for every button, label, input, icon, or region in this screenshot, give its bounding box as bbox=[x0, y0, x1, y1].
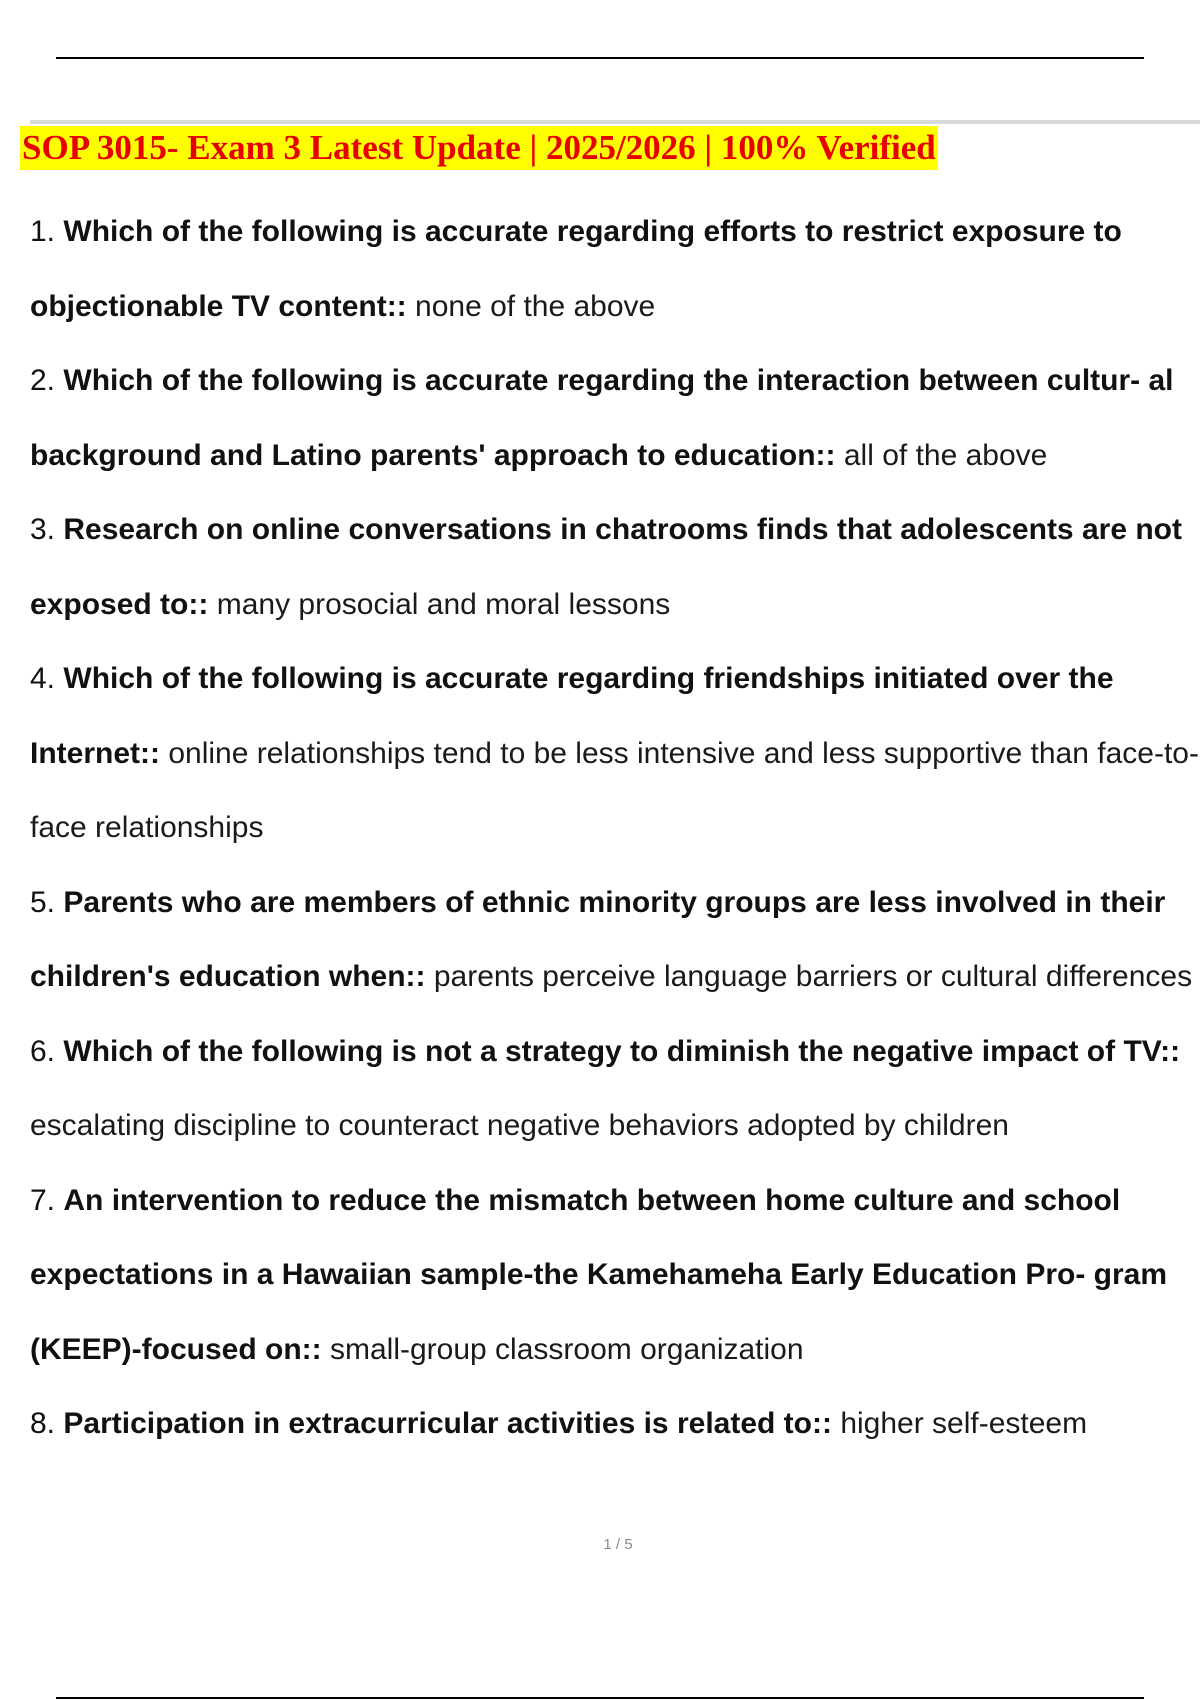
question-list bbox=[30, 195, 1200, 1462]
question-text: Research on online conversations in chatrooms finds that adolescents are not exposed to:: bbox=[30, 513, 1182, 621]
question-text: Which of the following is accurate regarding friendships initiated over the Internet:: bbox=[30, 662, 1114, 770]
question-item bbox=[30, 642, 1200, 866]
question-text: Which of the following is accurate regarding efforts to restrict exposure to objectionable TV content:: bbox=[30, 215, 1122, 323]
question-text: Parents who are members of ethnic minority groups are less involved in their children's education when:: bbox=[30, 885, 1166, 993]
question-number: 2. bbox=[30, 364, 56, 397]
question-item bbox=[30, 195, 1200, 344]
answer-text: none of the above bbox=[415, 289, 656, 323]
question-number: 1. bbox=[30, 215, 56, 248]
top-rule bbox=[56, 57, 1144, 59]
answer-text: escalating discipline to counteract negative behaviors adopted by children bbox=[30, 1109, 1009, 1142]
answer-text: parents perceive language barriers or cultural differences bbox=[433, 960, 1193, 993]
answer-text: many prosocial and moral lessons bbox=[216, 587, 671, 621]
answer-text: small-group classroom organization bbox=[330, 1332, 804, 1366]
question-item bbox=[30, 866, 1200, 1015]
title-separator bbox=[30, 120, 1200, 124]
question-item bbox=[30, 1387, 1200, 1462]
document-title: SOP 3015- Exam 3 Latest Update | 2025/2026 | 100% Verified bbox=[20, 126, 938, 170]
question-number: 4. bbox=[30, 662, 56, 695]
question-item bbox=[30, 1164, 1200, 1388]
question-text: An intervention to reduce the mismatch between home culture and school expectations in a Hawaiian sample-the Kamehameha Early Education Pro- gram (KEEP)-focused on:: bbox=[30, 1183, 1168, 1366]
question-number: 6. bbox=[30, 1034, 56, 1068]
question-text: Which of the following is accurate regarding the interaction between cultur- al background and Latino parents' approach to education:: bbox=[30, 364, 1174, 472]
answer-text: higher self-esteem bbox=[840, 1407, 1088, 1440]
page-number: 1 / 5 bbox=[603, 1536, 633, 1553]
question-item bbox=[30, 344, 1200, 493]
question-text: Participation in extracurricular activities is related to:: bbox=[63, 1407, 832, 1440]
document-header bbox=[20, 126, 938, 170]
question-number: 7. bbox=[30, 1183, 56, 1217]
question-text: Which of the following is not a strategy to diminish the negative impact of TV:: bbox=[63, 1034, 1181, 1068]
question-item bbox=[30, 1015, 1200, 1164]
question-number: 5. bbox=[30, 885, 56, 919]
question-number: 8. bbox=[30, 1407, 56, 1440]
question-number: 3. bbox=[30, 513, 56, 546]
bottom-rule bbox=[56, 1697, 1144, 1699]
answer-text: all of the above bbox=[843, 438, 1048, 472]
answer-text: online relationships tend to be less intensive and less supportive than face-to-face relationships bbox=[30, 736, 1199, 844]
question-item bbox=[30, 493, 1200, 642]
